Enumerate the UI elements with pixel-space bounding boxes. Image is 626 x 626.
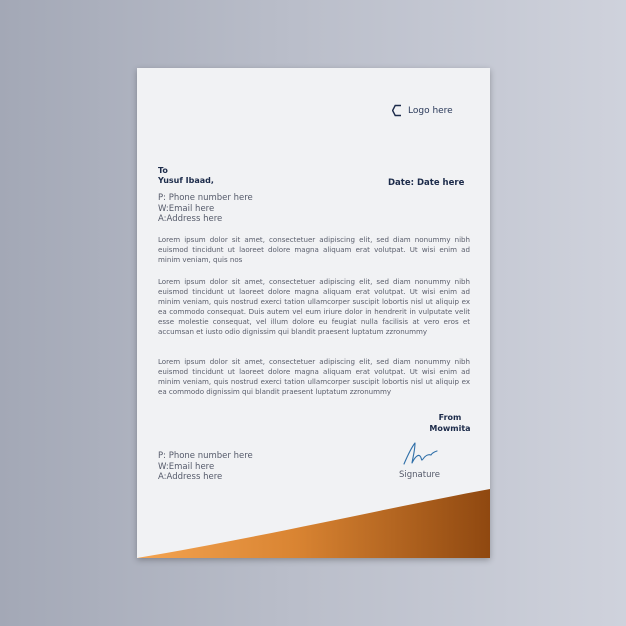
- top-email: W:Email here: [158, 203, 215, 214]
- top-phone: P: Phone number here: [158, 193, 253, 203]
- bottom-phone: P: Phone number here: [158, 451, 253, 461]
- bottom-email: W:Email here: [158, 461, 215, 472]
- body-paragraph-1: Lorem ipsum dolor sit amet, consectetuer adipiscing elit, sed diam nonummy nibh euismod tincidunt ut laoreet dolore magna aliquam erat volutpat. Ut wisi enim ad minim veniam, quis nos: [158, 235, 470, 264]
- date-field: Date: Date here: [388, 178, 465, 188]
- body-paragraph-3: Lorem ipsum dolor sit amet, consectetuer adipiscing elit, sed diam nonummy nibh euismod tincidunt ut laoreet dolore magna aliquam erat volutpat. Ut wisi enim ad minim veniam, quis nostrud exerci tation ullamcorper suscipit lobortis nisl ut aliquip ex ea commodo dignissim qui blandit praesent luptatum zzronummy: [158, 357, 470, 396]
- bottom-address: A:Address here: [158, 472, 223, 482]
- from-label: From: [438, 413, 462, 422]
- footer-wave-band: [137, 489, 490, 558]
- recipient-name: Yusuf Ibaad,: [158, 176, 214, 185]
- footer-wave: [137, 68, 490, 558]
- logo-text: Logo here: [408, 105, 453, 116]
- body-paragraph-2: Lorem ipsum dolor sit amet, consectetuer adipiscing elit, sed diam nonummy nibh euismod tincidunt ut laoreet dolore magna aliquam erat volutpat. Ut wisi enim ad minim veniam, quis nostrud exerci tation ullamcorper suscipit lobortis nisl ut aliquip ex ea commodo consequat. Duis autem vel eum iriure dolor in hendrerit in vulputate velit esse molestie consequat, vel illum dolore eu feugiat nulla facilisis at vero eros et accumsan et iusto odio dignissim qui blandit praesent luptatum zzronummy: [158, 277, 470, 336]
- sender-name: Mowmita: [429, 424, 471, 433]
- top-address: A:Address here: [158, 214, 223, 224]
- signature-label: Signature: [399, 470, 441, 480]
- letterhead-page: [137, 68, 490, 558]
- recipient-label: To: [158, 166, 168, 175]
